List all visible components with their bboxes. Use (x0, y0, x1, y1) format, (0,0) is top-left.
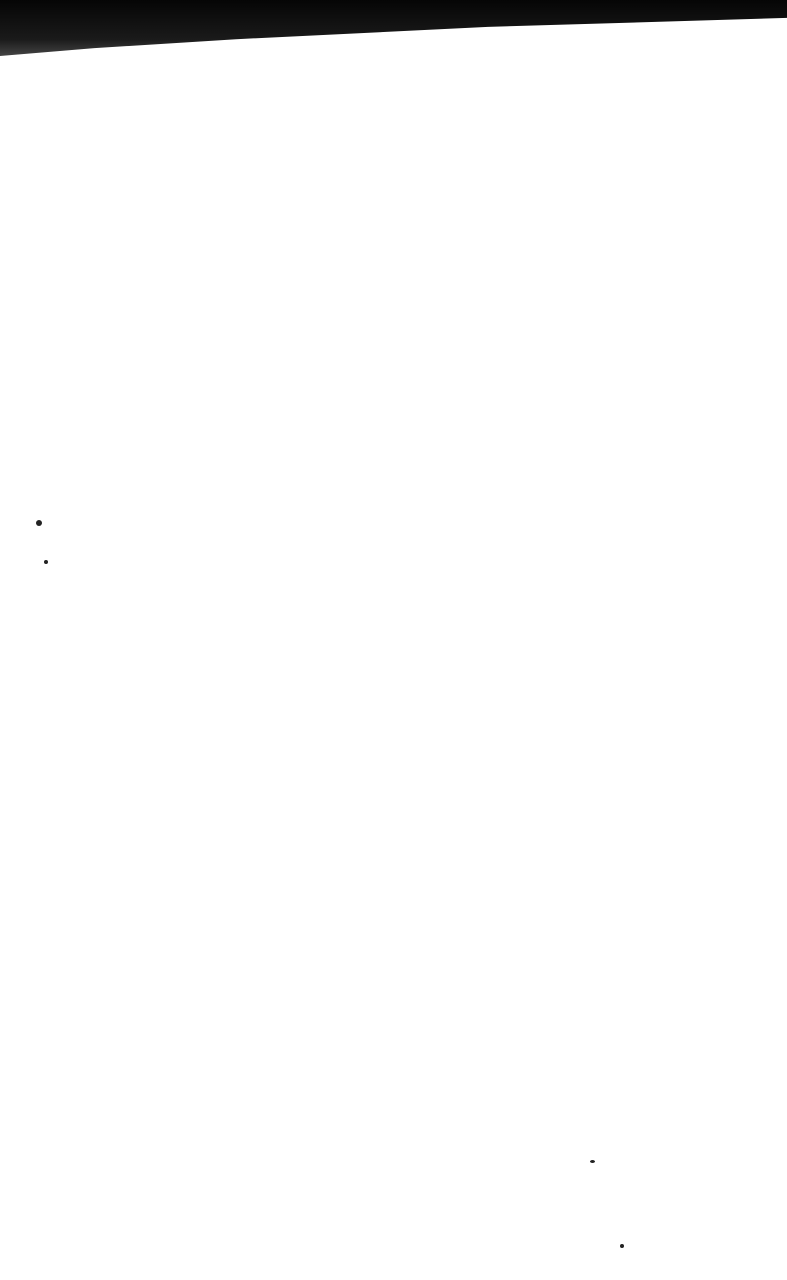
ink-speck (44, 560, 48, 564)
ink-speck (590, 1160, 595, 1163)
scan-edge-shadow (0, 0, 787, 56)
ink-speck (36, 520, 42, 526)
digitized-by-watermark (492, 1220, 662, 1250)
page-header (150, 86, 570, 126)
ink-speck (620, 1244, 624, 1248)
